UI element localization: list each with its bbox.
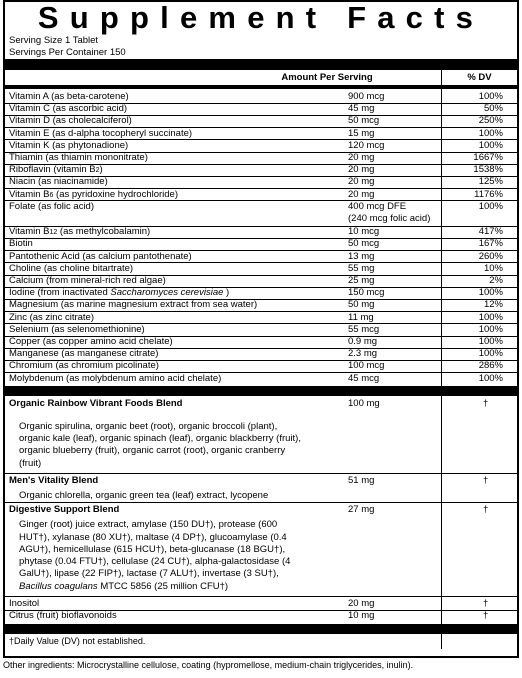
nutrient-name: Riboflavin (vitamin B2) — [9, 164, 103, 176]
blend-ingredients: Organic chlorella, organic green tea (leaf) extract, lycopene — [19, 490, 269, 501]
nutrient-name: Pantothenic Acid (as calcium pantothenate) — [9, 250, 192, 262]
nutrient-amount-detail: (240 mcg folic acid) — [348, 212, 431, 224]
nutrient-dv: 100% — [478, 200, 503, 212]
serving-size: Serving Size 1 Tablet — [9, 35, 99, 46]
blend-dv-dagger: † — [483, 504, 489, 516]
row-divider — [5, 238, 517, 239]
nutrient-amount: 45 mg — [348, 103, 375, 115]
nutrient-amount: 11 mg — [348, 311, 374, 323]
nutrient-name: Biotin — [9, 238, 33, 250]
nutrient-amount: 900 mcg — [348, 91, 385, 102]
nutrient-dv: 417% — [478, 226, 503, 238]
nutrient-dv: 250% — [478, 115, 503, 127]
extra-dv-dagger: † — [483, 598, 489, 610]
nutrient-amount: 15 mg — [348, 127, 375, 139]
nutrient-amount: 20 mg — [348, 176, 375, 188]
nutrient-dv: 125% — [478, 176, 503, 188]
nutrient-dv: 1176% — [474, 188, 503, 200]
nutrient-amount: 50 mcg — [348, 115, 380, 127]
nutrient-name-italic: Saccharomyces cerevisiae — [110, 287, 224, 299]
blend-name: Organic Rainbow Vibrant Foods Blend — [9, 397, 183, 409]
nutrient-amount: 45 mcg — [348, 372, 380, 384]
nutrient-dv: 2% — [489, 275, 503, 286]
nutrient-amount: 25 mg — [348, 275, 375, 286]
blend-name: Men's Vitality Blend — [9, 475, 99, 486]
subscript: 6 — [49, 191, 54, 199]
subscript: 12 — [49, 229, 58, 237]
blend-ingredients: Ginger (root) juice extract, amylase (150 DU†), protease (600 HUT†), xylanase (80 XU†), maltase (4 DP†), glucoamylase (0.4 AGU†), hemicellulase (615 HCU†), beta-glucanase (18 BGU†), phytase (0.04 FTU†), cellulase (24 CU†), alpha-galactosidase (4 GalU†), lipase (22 FIP†), lactase (7 ALU†), invertase (3 SU†), Bacillus coagulans MTCC 5856 (25 million CFU†) — [19, 519, 291, 592]
extra-name: Inositol — [9, 598, 40, 610]
nutrient-name: Vitamin B6 (as pyridoxine hydrochloride) — [9, 188, 179, 200]
column-divider — [441, 59, 442, 649]
nutrient-amount: 20 mg — [348, 188, 375, 200]
nutrient-amount: 0.9 mg — [348, 336, 378, 347]
blend-dv-dagger: † — [483, 475, 489, 486]
nutrient-name: Vitamin D (as cholecalciferol) — [9, 115, 132, 127]
extra-amount: 10 mg — [348, 610, 375, 622]
blend-dv-dagger: † — [483, 397, 489, 409]
nutrient-dv: 100% — [478, 372, 503, 384]
blend-amount: 27 mg — [348, 504, 375, 516]
blend-ingredient-italic: Bacillus coagulans — [19, 580, 98, 592]
nutrient-name: Vitamin B12 (as methylcobalamin) — [9, 226, 151, 238]
nutrient-amount: 13 mg — [348, 250, 375, 262]
nutrient-amount: 55 mg — [348, 262, 375, 274]
nutrient-dv: 100% — [478, 348, 503, 360]
nutrient-amount: 2.3 mg — [348, 348, 378, 360]
blend-amount: 100 mg — [348, 397, 380, 409]
nutrient-amount: 50 mg — [348, 299, 375, 311]
header-divider — [5, 85, 517, 89]
blend-divider — [5, 502, 517, 503]
nutrient-dv: 50% — [483, 103, 503, 115]
nutrient-amount: 100 mcg — [348, 360, 385, 372]
nutrient-name: Vitamin K (as phytonadione) — [9, 139, 129, 151]
nutrient-name: Molybdenum (as molybdenum amino acid chelate) — [9, 372, 222, 384]
nutrient-dv: 1667% — [473, 152, 503, 163]
extra-name: Citrus (fruit) bioflavonoids — [9, 610, 117, 622]
thick-divider — [5, 386, 517, 396]
blend-divider — [5, 473, 517, 474]
other-ingredients: Other ingredients: Microcrystalline cellulose, coating (hypromellose, medium-chain triglycerides, inulin). — [3, 660, 414, 670]
header-amount: Amount Per Serving — [281, 72, 373, 83]
nutrient-name: Iodine (from inactivated Saccharomyces cerevisiae ) — [9, 287, 230, 299]
nutrient-dv: 100% — [478, 323, 503, 335]
daily-value-footnote: †Daily Value (DV) not established. — [9, 635, 146, 646]
nutrient-name: Vitamin E (as d-alpha tocopheryl succinate) — [9, 127, 193, 139]
nutrient-name: Magnesium (as marine magnesium extract from sea water) — [9, 299, 258, 311]
nutrient-amount: 10 mcg — [348, 226, 380, 238]
nutrient-name: Copper (as copper amino acid chelate) — [9, 336, 173, 347]
nutrient-name: Zinc (as zinc citrate) — [9, 311, 94, 323]
blend-amount: 51 mg — [348, 475, 375, 486]
subscript: 2 — [95, 167, 100, 175]
nutrient-dv: 100% — [478, 139, 503, 151]
nutrient-dv: 100% — [478, 287, 503, 299]
nutrient-dv: 100% — [478, 127, 503, 139]
supplement-facts-panel — [3, 0, 519, 658]
nutrient-dv: 12% — [483, 299, 503, 311]
extra-amount: 20 mg — [348, 598, 375, 610]
nutrient-amount: 20 mg — [348, 152, 375, 163]
nutrient-dv: 100% — [478, 311, 503, 323]
nutrient-name: Choline (as choline bitartrate) — [9, 262, 134, 274]
nutrient-amount: 55 mcg — [348, 323, 380, 335]
nutrient-name: Chromium (as chromium picolinate) — [9, 360, 159, 372]
panel-title: Supplement Facts — [37, 0, 485, 35]
nutrient-name: Vitamin A (as beta-carotene) — [9, 91, 129, 102]
blend-ingredients: Organic spirulina, organic beet (root), organic broccoli (plant), organic kale (leaf), organic spinach (leaf), organic blackberry (fruit), organic blueberry (fruit), organic carrot (root), organic cranberry (fruit) — [19, 420, 301, 469]
nutrient-name: Calcium (from mineral-rich red algae) — [9, 275, 166, 286]
nutrient-name: Manganese (as manganese citrate) — [9, 348, 159, 360]
nutrient-amount: 20 mg — [348, 164, 375, 176]
nutrient-dv: 100% — [478, 91, 503, 102]
nutrient-dv: 167% — [478, 238, 503, 250]
blend-divider — [5, 596, 517, 597]
nutrient-dv: 286% — [478, 360, 503, 372]
servings-per-container: Servings Per Container 150 — [9, 47, 126, 58]
nutrient-dv: 100% — [478, 336, 503, 347]
nutrient-dv: 260% — [478, 250, 503, 262]
nutrient-dv: 1538% — [473, 164, 503, 176]
nutrient-name: Niacin (as niacinamide) — [9, 176, 108, 188]
nutrient-amount: 400 mcg DFE — [348, 200, 407, 212]
blend-name: Digestive Support Blend — [9, 504, 120, 516]
extra-dv-dagger: † — [483, 610, 489, 622]
nutrient-name: Thiamin (as thiamin mononitrate) — [9, 152, 148, 163]
nutrient-amount: 120 mcg — [348, 139, 385, 151]
nutrient-dv: 10% — [483, 262, 503, 274]
thick-divider — [5, 624, 517, 634]
nutrient-name: Folate (as folic acid) — [9, 200, 95, 212]
nutrient-amount: 50 mcg — [348, 238, 380, 250]
nutrient-name: Selenium (as selenomethionine) — [9, 323, 145, 335]
nutrient-name: Vitamin C (as ascorbic acid) — [9, 103, 128, 115]
nutrient-amount: 150 mcg — [348, 287, 385, 299]
header-dv: % DV — [467, 72, 492, 83]
